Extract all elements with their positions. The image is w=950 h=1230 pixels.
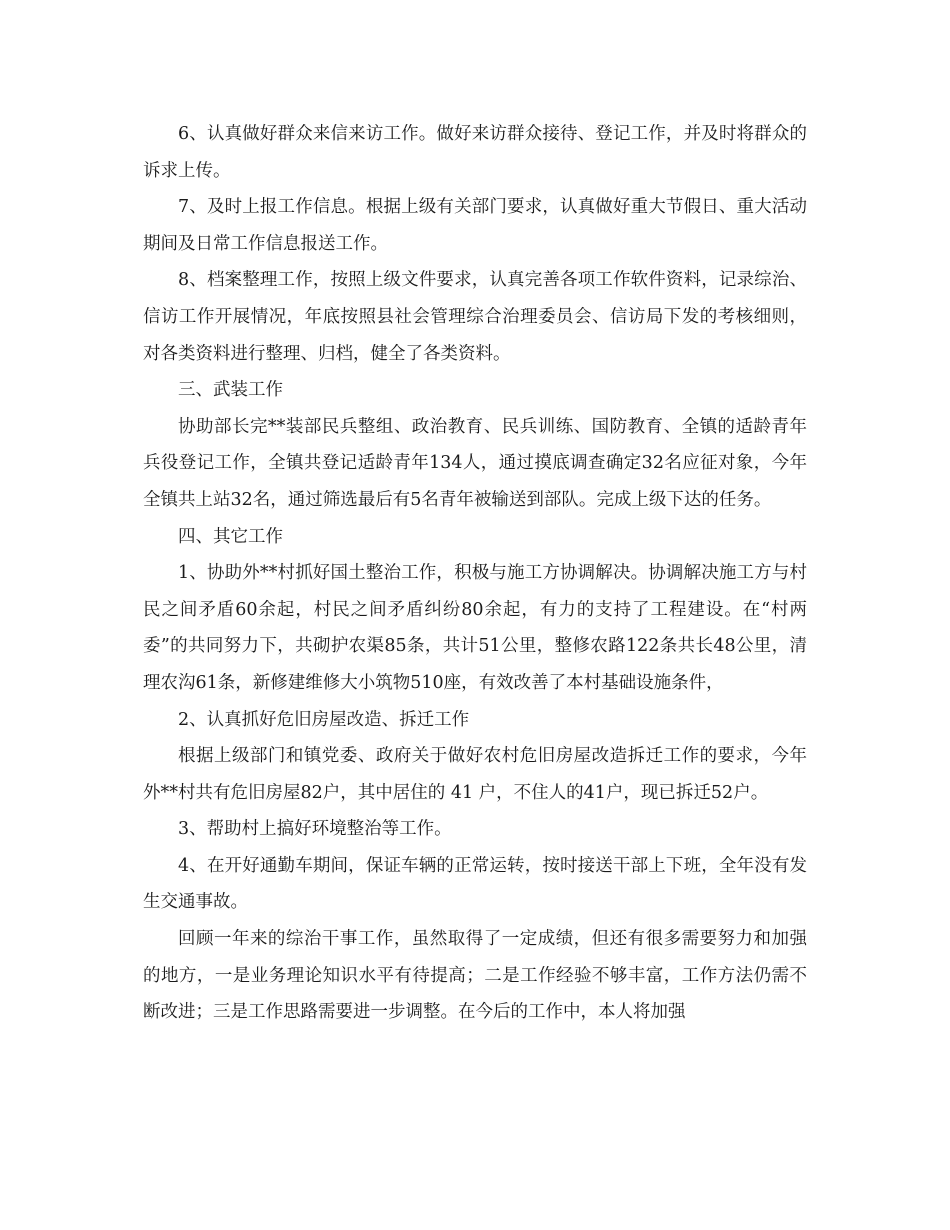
list-item-6: 6、认真做好群众来信来访工作。做好来访群众接待、登记工作，并及时将群众的诉求上传。: [143, 124, 807, 181]
list-item-2: 2、认真抓好危旧房屋改造、拆迁工作: [178, 709, 470, 730]
section-heading-armed-forces: 三、武装工作: [178, 380, 283, 401]
list-item-4: 4、在开好通勤车期间，保证车辆的正常运转，按时接送干部上下班，全年没有发生交通事故。: [143, 855, 807, 913]
paragraph-armed-forces: 协助部长完**装部民兵整组、政治教育、民兵训练、国防教育、全镇的适龄青年兵役登记工作，全镇共登记适龄青年134人，通过摸底调查确定32名应征对象，今年全镇共上站32名，通过筛选最后有5名青年被输送到部队。完成上级下达的任务。: [143, 416, 807, 510]
list-item-1: 1、协助外**村抓好国土整治工作，积极与施工方协调解决。协调解决施工方与村民之间矛盾60余起，村民之间矛盾纠纷80余起，有力的支持了工程建设。在“村两委”的共同努力下，共砌护农渠85条，共计51公里，整修农路122条共长48公里，清理农沟61条，新修建维修大小筑物510座，有效改善了本村基础设施条件，: [143, 563, 807, 693]
document-body: [143, 116, 807, 1031]
paragraph-review: 回顾一年来的综治干事工作，虽然取得了一定成绩，但还有很多需要努力和加强的地方，一是业务理论知识水平有待提高；二是工作经验不够丰富，工作方法仍需不断改进；三是工作思路需要进一步调整。在今后的工作中，本人将加强: [143, 929, 807, 1023]
paragraph-housing: 根据上级部门和镇党委、政府关于做好农村危旧房屋改造拆迁工作的要求，今年外**村共有危旧房屋82户，其中居住的 41 户，不住人的41户，现已拆迁52户。: [143, 746, 807, 803]
section-heading-other-work: 四、其它工作: [178, 526, 283, 547]
list-item-8: 8、档案整理工作，按照上级文件要求，认真完善各项工作软件资料，记录综治、信访工作开展情况，年底按照县社会管理综合治理委员会、信访局下发的考核细则，对各类资料进行整理、归档，健全了各类资料。: [143, 270, 807, 364]
list-item-3: 3、帮助村上搞好环境整治等工作。: [178, 819, 452, 840]
list-item-7: 7、及时上报工作信息。根据上级有关部门要求，认真做好重大节假日、重大活动期间及日常工作信息报送工作。: [143, 197, 807, 254]
